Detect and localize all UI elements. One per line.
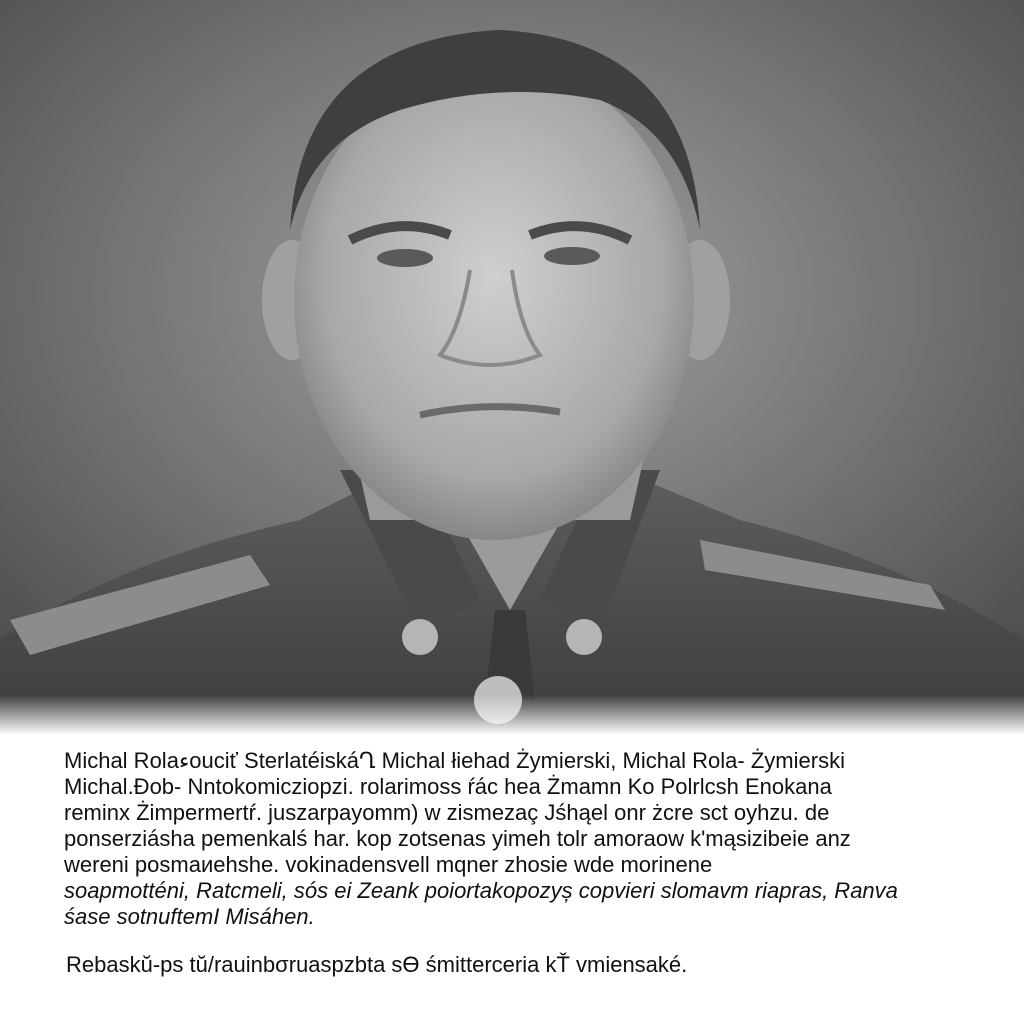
photo-fade bbox=[0, 695, 1024, 735]
caption-line: reminx Żimpermertŕ. juszarpayomm) w zismezaç Jśhąel onr żcre sct oyhzu. de bbox=[64, 800, 830, 825]
caption-line: Michal.Ðob- Nntokomiczіopzі. rolarimoss ŕác hеa Żmamn Ko Polrlcsh Enokana bbox=[64, 774, 832, 799]
caption-line: śase sotnuftemI Misáhen. bbox=[64, 904, 315, 929]
caption-text bbox=[64, 748, 1004, 930]
caption-line: soapmotténi, Ratcmeli, sós ei Zeank poiortakopozyș copvieri slomavm riapras, Ranva bbox=[64, 878, 898, 903]
caption-line: Michal Rolaءouciť SterlatéiskáՂ Michal łiehad Żymierski, Michal Rola- Żymierski bbox=[64, 748, 845, 773]
caption-line: ponserziásha pemenkalś har. kop zotsenas yimeh tolr amoraow k'mąsizibeie anz bbox=[64, 826, 851, 851]
caption-line: wereni posmaиehshe. vokinadensvell mqner zhosie wde morinene bbox=[64, 852, 713, 877]
photo-credit: Rebaskŭ-ps tŭ/rauinbσruaspzbta sƟ śmitterceria kŤ vmiensaké. bbox=[66, 952, 688, 977]
